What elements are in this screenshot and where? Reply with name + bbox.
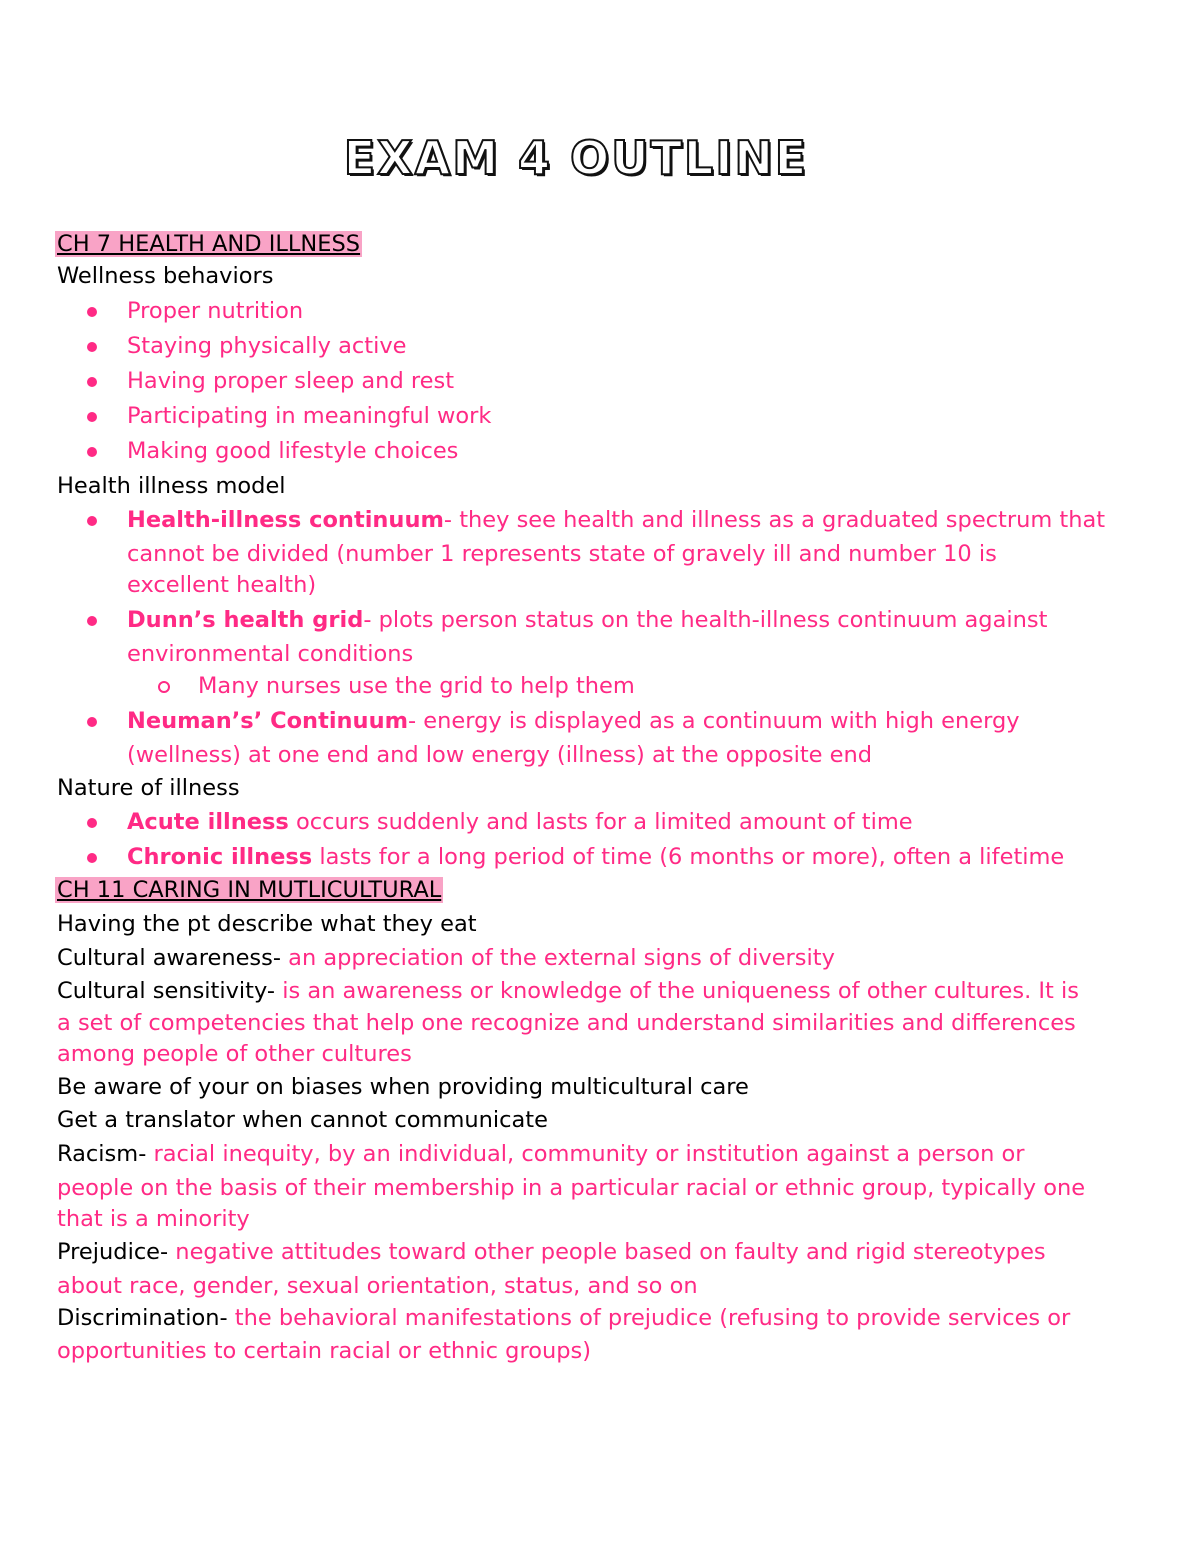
definition-continuation: that is a minority (57, 1206, 250, 1232)
page-title: EXAM 4 OUTLINE (343, 131, 809, 185)
definition: - they see health and illness as a graduated spectrum that (443, 507, 1106, 533)
definition-continuation: opportunities to certain racial or ethnic groups) (57, 1338, 592, 1364)
definition: - energy is displayed as a continuum with high energy (408, 708, 1020, 734)
term: Neuman’s’ Continuum (127, 708, 409, 734)
definition: racial inequity, by an individual, community or institution against a person or (146, 1141, 1025, 1167)
list-item-continuation: excellent health) (127, 572, 317, 598)
list-item-continuation: (wellness) at one end and low energy (illness) at the opposite end (127, 742, 873, 768)
definition: occurs suddenly and lasts for a limited amount of time (288, 809, 913, 835)
bullet-icon (87, 853, 97, 863)
definition-continuation: about race, gender, sexual orientation, status, and so on (57, 1273, 698, 1299)
bullet-icon (87, 818, 97, 828)
list-item (127, 806, 913, 838)
bullet-icon (87, 307, 97, 317)
section-heading-ch7 (57, 228, 362, 260)
heading-text: CH 7 HEALTH AND ILLNESS (57, 231, 361, 257)
bullet-icon (87, 342, 97, 352)
definition-continuation: people on the basis of their membership in a particular racial or ethnic group, typically one (57, 1175, 1086, 1201)
definition-cultural-sensitivity (57, 975, 1079, 1007)
list-item (127, 705, 1020, 737)
definition: lasts for a long period of time (6 months or more), often a lifetime (312, 844, 1065, 870)
wellness-label: Wellness behaviors (57, 263, 274, 289)
definition: - plots person status on the health-illness continuum against (363, 607, 1048, 633)
bullet-icon (87, 412, 97, 422)
bullet-icon (87, 447, 97, 457)
text-line: Be aware of your on biases when providing multicultural care (57, 1074, 749, 1100)
definition: the behavioral manifestations of prejudice (refusing to provide services or (227, 1305, 1071, 1331)
definition: an appreciation of the external signs of diversity (281, 945, 835, 971)
list-item: Proper nutrition (127, 298, 304, 324)
list-item (127, 841, 1064, 873)
term: Chronic illness (127, 844, 313, 870)
bullet-icon (87, 377, 97, 387)
sub-list-item: Many nurses use the grid to help them (198, 673, 635, 699)
list-item-continuation: cannot be divided (number 1 represents state of gravely ill and number 10 is (127, 541, 997, 567)
term: Prejudice- (57, 1239, 169, 1265)
list-item (127, 504, 1105, 536)
text-line: Having the pt describe what they eat (57, 911, 477, 937)
list-item: Staying physically active (127, 333, 407, 359)
term: Cultural awareness- (57, 945, 281, 971)
list-item-continuation: environmental conditions (127, 641, 414, 667)
term: Racism- (57, 1141, 147, 1167)
definition-continuation: among people of other cultures (57, 1041, 412, 1067)
term: Discrimination- (57, 1305, 228, 1331)
definition-cultural-awareness (57, 942, 835, 974)
list-item: Participating in meaningful work (127, 403, 492, 429)
term: Health-illness continuum (127, 507, 444, 533)
list-item: Having proper sleep and rest (127, 368, 455, 394)
text-line: Get a translator when cannot communicate (57, 1107, 548, 1133)
bullet-icon (87, 516, 97, 526)
list-item: Making good lifestyle choices (127, 438, 459, 464)
definition-discrimination (57, 1302, 1070, 1334)
definition-continuation: a set of competencies that help one recognize and understand similarities and differences (57, 1010, 1076, 1036)
list-item (127, 604, 1047, 636)
nature-label: Nature of illness (57, 775, 240, 801)
term: Acute illness (127, 809, 289, 835)
model-label: Health illness model (57, 473, 286, 499)
bullet-icon (87, 616, 97, 626)
heading-text: CH 11 CARING IN MUTLICULTURAL (57, 877, 442, 903)
term: Dunn’s health grid (127, 607, 364, 633)
bullet-icon (87, 717, 97, 727)
sub-bullet-icon (158, 681, 170, 693)
definition-racism (57, 1138, 1025, 1170)
term: Cultural sensitivity- (57, 978, 276, 1004)
definition-prejudice (57, 1236, 1046, 1268)
section-heading-ch11 (57, 874, 443, 906)
definition: negative attitudes toward other people based on faulty and rigid stereotypes (168, 1239, 1046, 1265)
definition: is an awareness or knowledge of the uniqueness of other cultures. It is (275, 978, 1079, 1004)
